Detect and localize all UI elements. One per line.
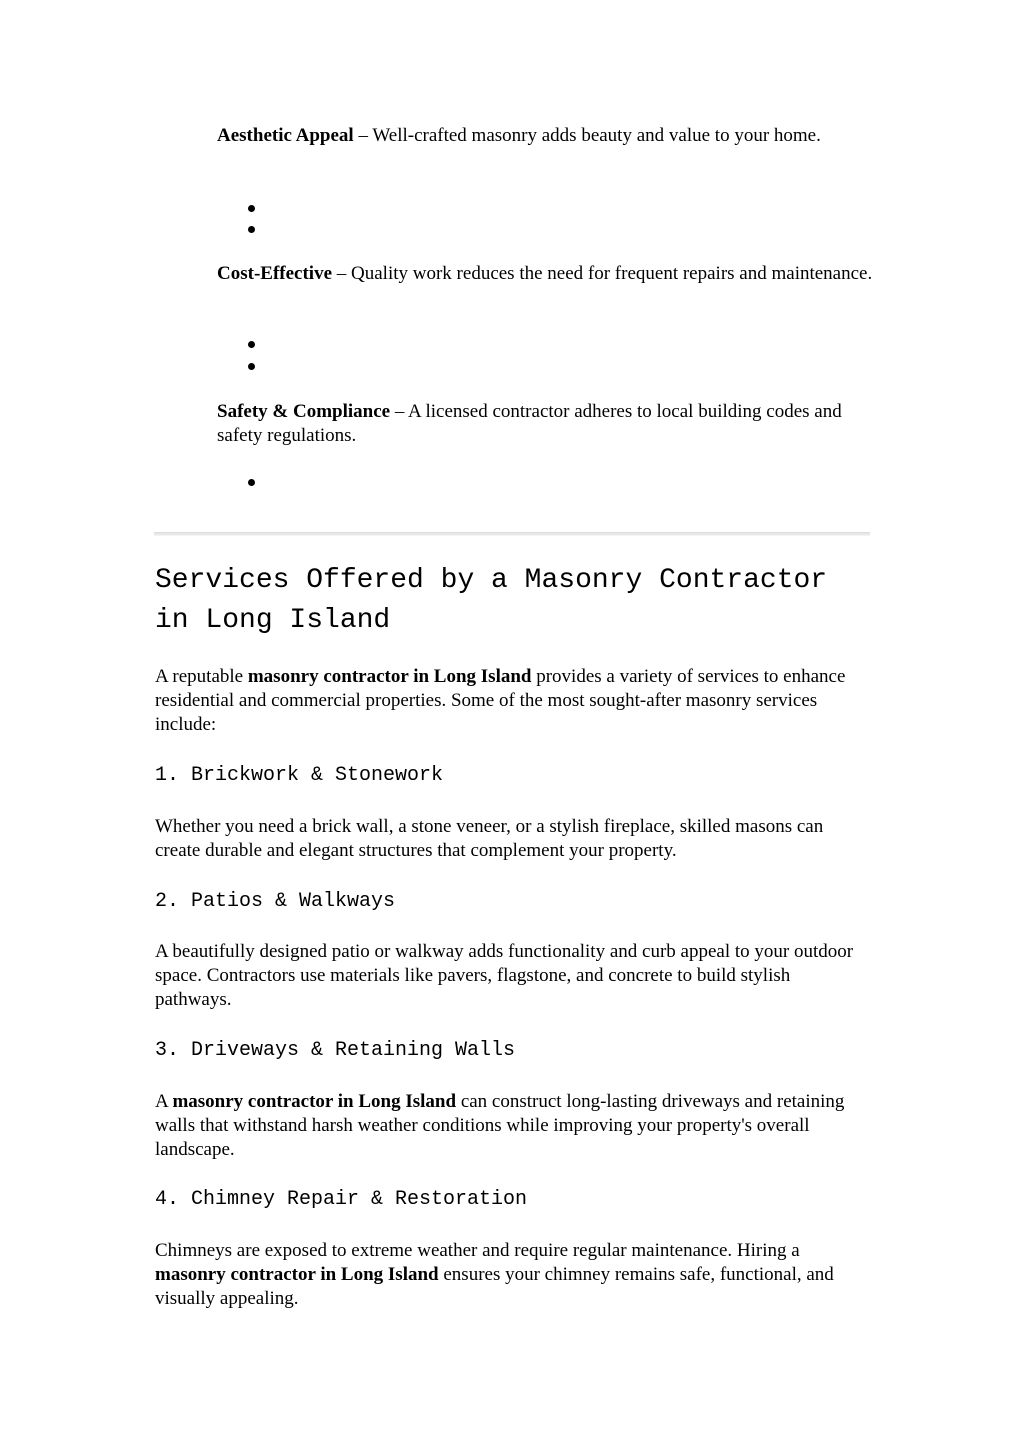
service-text-driveways <box>155 1090 845 1162</box>
bullet-dot-icon <box>248 363 255 370</box>
benefit-item-cost <box>217 262 877 286</box>
section-heading: Services Offered by a Masonry Contractor in Long Island <box>155 565 828 636</box>
intro-keyword: masonry contractor in Long Island <box>247 666 532 687</box>
benefit-paragraph <box>217 262 877 286</box>
benefit-term: Cost-Effective <box>217 263 333 284</box>
benefit-item-safety <box>217 400 877 448</box>
bullet-dot-icon <box>248 205 255 212</box>
benefit-term: Aesthetic Appeal <box>217 125 354 146</box>
service-heading-chimney: 4. Chimney Repair & Restoration <box>155 1188 528 1211</box>
intro-text: A reputable <box>155 666 248 687</box>
bullet-dot-icon <box>248 341 255 348</box>
service-text-patios: A beautifully designed patio or walkway adds functionality and curb appeal to your outdoor space. Contractors use materials like pavers, flagstone, and concrete to build stylish pathways. <box>155 941 854 1010</box>
service-text: Chimneys are exposed to extreme weather and require regular maintenance. Hiring a <box>155 1240 800 1261</box>
benefit-description: – A licensed contractor adheres to local building codes and safety regulations. <box>217 401 842 446</box>
bullet-dot-icon <box>248 479 255 486</box>
service-heading-driveways: 3. Driveways & Retaining Walls <box>155 1039 516 1062</box>
service-text: can construct long-lasting driveways and retaining walls that withstand harsh weather conditions while improving your property's overall landscape. <box>155 1091 845 1160</box>
benefit-paragraph <box>217 124 877 148</box>
service-heading-patios: 2. Patios & Walkways <box>155 890 396 913</box>
section-divider <box>154 532 870 536</box>
benefit-paragraph <box>217 400 877 448</box>
service-heading-brickwork: 1. Brickwork & Stonework <box>155 764 444 787</box>
benefit-term: Safety & Compliance <box>217 401 391 422</box>
service-keyword: masonry contractor in Long Island <box>172 1091 457 1112</box>
service-text: A <box>155 1091 173 1112</box>
benefit-description: – Quality work reduces the need for frequent repairs and maintenance. <box>332 263 873 284</box>
service-text: ensures your chimney remains safe, functional, and visually appealing. <box>155 1264 834 1309</box>
intro-text: provides a variety of services to enhance residential and commercial properties. Some of the most sought-after masonry services include: <box>155 666 846 735</box>
intro-paragraph <box>155 665 875 737</box>
bullet-dot-icon <box>248 226 255 233</box>
service-text-chimney <box>155 1239 867 1311</box>
benefit-item-aesthetic <box>217 124 877 148</box>
service-keyword: masonry contractor in Long Island <box>155 1264 439 1285</box>
service-text-brickwork: Whether you need a brick wall, a stone veneer, or a stylish fireplace, skilled masons can create durable and elegant structures that complement your property. <box>155 816 824 861</box>
benefit-description: – Well-crafted masonry adds beauty and value to your home. <box>353 125 821 146</box>
